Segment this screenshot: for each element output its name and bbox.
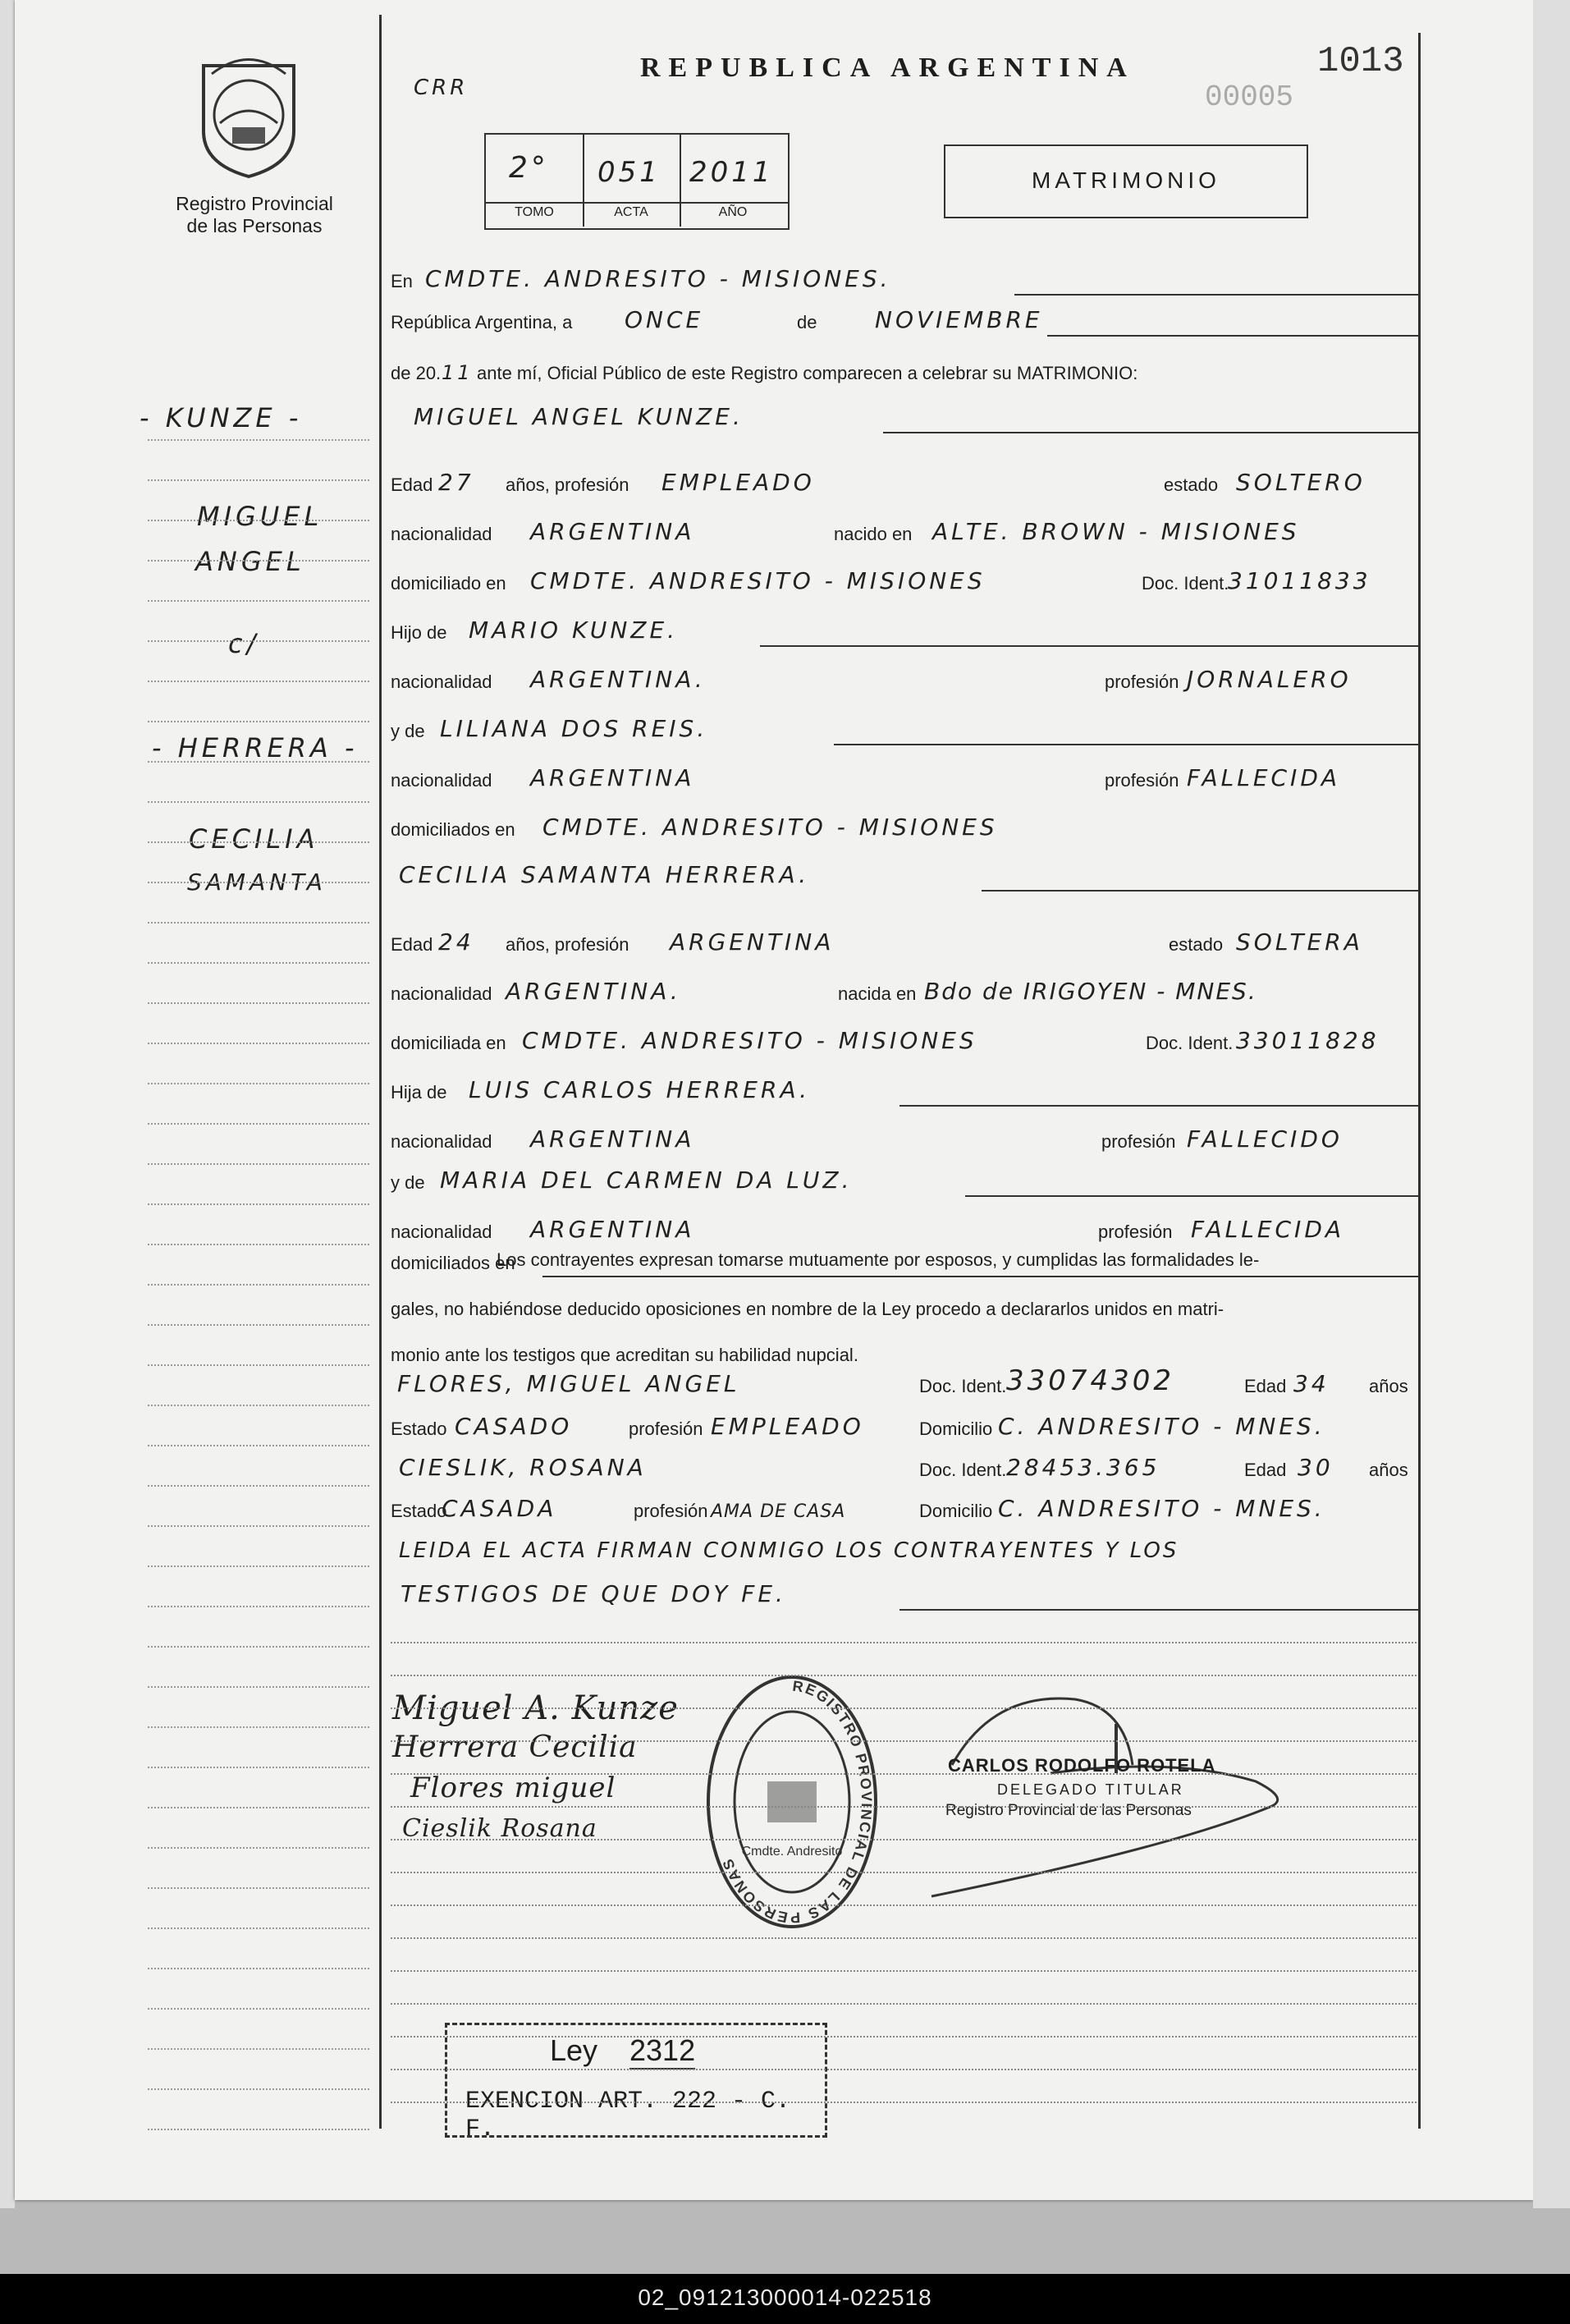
- main-ruling-line: [391, 1937, 1417, 1939]
- ceremony-day: ONCE: [625, 306, 704, 333]
- signature-bride: Herrera Cecilia: [392, 1730, 638, 1764]
- groom-mother-nat-row: [391, 762, 1421, 795]
- de20-label: de 20.: [391, 363, 442, 383]
- hijo-de-label: Hijo de: [391, 622, 447, 643]
- domiciliada-label: domiciliada en: [391, 1033, 506, 1053]
- groom-father-nat-row: [391, 663, 1421, 696]
- bride-mother: MARIA DEL CARMEN DA LUZ.: [440, 1167, 853, 1194]
- comparecen-label: ante mí, Oficial Público de este Registro comparecen a celebrar su MATRIMONIO:: [477, 363, 1138, 383]
- margin-ruling-line: [148, 962, 369, 964]
- witness2-detail-row: [391, 1492, 1421, 1525]
- ano-label: AÑO: [718, 205, 748, 219]
- law-exemption-text: EXENCION ART. 222 - C. F.: [465, 2088, 791, 2143]
- margin-ruling-line: [148, 1606, 369, 1607]
- margin-ruling-line: [148, 1043, 369, 1044]
- law-number: 2312: [629, 2033, 695, 2070]
- main-ruling-line: [391, 2102, 1417, 2103]
- closing-line-2: TESTIGOS DE QUE DOY FE.: [401, 1580, 786, 1607]
- domicilio-label: Domicilio: [919, 1501, 993, 1521]
- republica-label: República Argentina, a: [391, 312, 573, 332]
- groom-father-nationality: ARGENTINA.: [530, 666, 706, 693]
- witness1-name: FLORES, MIGUEL ANGEL: [397, 1370, 740, 1397]
- witness2-domicile: C. ANDRESITO - MNES.: [998, 1495, 1325, 1522]
- groom-mother-nationality: ARGENTINA: [530, 764, 695, 791]
- margin-ruling-line: [148, 841, 369, 843]
- groom-mother-profession: FALLECIDA: [1187, 764, 1341, 791]
- margin-ruling-line: [148, 922, 369, 924]
- bride-domicile: CMDTE. ANDRESITO - MISIONES: [522, 1027, 977, 1054]
- acta-label: ACTA: [614, 205, 648, 219]
- closing-row-1: [391, 1533, 1421, 1566]
- profesion-label: profesión: [1105, 672, 1179, 692]
- witness1-profession: EMPLEADO: [711, 1413, 864, 1440]
- edad-label: Edad: [391, 934, 433, 955]
- paper-edge-left: [0, 0, 15, 2208]
- bride-birthplace: Bdo de IRIGOYEN - MNES.: [924, 978, 1257, 1005]
- margin-ruling-line: [148, 2048, 369, 2050]
- edad-label: Edad: [391, 474, 433, 495]
- groom-name-row: [391, 401, 1421, 433]
- margin-ruling-line: [148, 882, 369, 883]
- witness2-doc-id: 28453.365: [1006, 1454, 1160, 1481]
- year-row: [391, 355, 1421, 387]
- main-ruling-line: [391, 1707, 1417, 1709]
- margin-ruling-line: [148, 1927, 369, 1929]
- profesion-label: profesión: [634, 1501, 708, 1521]
- groom-nat-row: [391, 516, 1421, 548]
- margin-ruling-line: [148, 1485, 369, 1487]
- margin-ruling-line: [148, 1203, 369, 1205]
- domiciliados-label: domiciliados en: [391, 819, 515, 840]
- ceremony-year: 11: [442, 361, 474, 384]
- margin-ruling-line: [148, 1244, 369, 1245]
- groom-mother: LILIANA DOS REIS.: [440, 715, 708, 742]
- groom-age: 27: [438, 469, 474, 496]
- tomo-value: 2°: [509, 151, 549, 185]
- groom-name: MIGUEL ANGEL KUNZE.: [414, 403, 744, 430]
- bride-doc-id: 33011828: [1236, 1027, 1380, 1054]
- witness2-name: CIESLIK, ROSANA: [399, 1454, 647, 1481]
- profesion-label: profesión: [1105, 770, 1179, 791]
- nacionalidad-label: nacionalidad: [391, 1222, 492, 1242]
- witness1-doc-id: 33074302: [1006, 1364, 1175, 1397]
- closing-line-1: LEIDA EL ACTA FIRMAN CONMIGO LOS CONTRAYENTES Y LOS: [399, 1538, 1179, 1563]
- bride-age-row: [391, 926, 1421, 959]
- profesion-label: profesión: [1098, 1222, 1173, 1242]
- date-row: [391, 304, 1421, 337]
- margin-ruling-line: [148, 1364, 369, 1366]
- margin-ruling-line: [148, 2008, 369, 2010]
- act-type: MATRIMONIO: [1032, 167, 1220, 193]
- doc-ident-label: Doc. Ident.: [919, 1376, 1007, 1396]
- margin-ruling-line: [148, 1686, 369, 1688]
- groom-status: SOLTERO: [1236, 469, 1366, 496]
- registry-name: Registro Provincial de las Personas: [176, 193, 333, 236]
- registry-logo: [187, 49, 310, 181]
- estado-label: estado: [1164, 474, 1219, 495]
- main-ruling-line: [391, 1970, 1417, 1972]
- witness2-age: 30: [1298, 1454, 1334, 1481]
- nacionalidad-label: nacionalidad: [391, 983, 492, 1004]
- nacido-en-label: nacido en: [834, 524, 913, 544]
- profesion-label: profesión: [629, 1419, 703, 1439]
- anos-label: años: [1369, 1376, 1408, 1396]
- margin-ruling-line: [148, 1807, 369, 1808]
- margin-ruling-line: [148, 1324, 369, 1326]
- bride-nationality: ARGENTINA.: [506, 978, 681, 1005]
- margin-surname-2: - HERRERA -: [152, 732, 359, 763]
- signature-witness-2: Cieslik Rosana: [402, 1814, 597, 1843]
- domiciliados-label: domiciliados en: [391, 1253, 515, 1273]
- anos-profesion-label: años, profesión: [506, 934, 629, 955]
- domiciliado-label: domiciliado en: [391, 573, 506, 594]
- witness2-profession: AMA DE CASA: [711, 1501, 846, 1522]
- seal-ring-text: REGISTRO PROVINCIAL DE LAS PERSONAS: [718, 1677, 876, 1927]
- de-label: de: [797, 312, 817, 332]
- groom-age-row: [391, 466, 1421, 499]
- bride-mother-row: [391, 1164, 1421, 1197]
- groom-dom-row: [391, 565, 1421, 598]
- margin-conj: c/: [228, 628, 260, 659]
- tomo-label: TOMO: [515, 205, 554, 219]
- witness1-detail-row: [391, 1410, 1421, 1443]
- margin-ruling-line: [148, 2088, 369, 2090]
- margin-ruling-line: [148, 439, 369, 441]
- main-ruling-line: [391, 2036, 1417, 2038]
- bride-father-profession: FALLECIDO: [1187, 1125, 1343, 1153]
- law-exemption-stamp: [445, 2023, 827, 2143]
- nacionalidad-label: nacionalidad: [391, 1131, 492, 1152]
- ceremony-place: CMDTE. ANDRESITO - MISIONES.: [425, 265, 891, 292]
- witness1-status: CASADO: [455, 1413, 573, 1440]
- groom-nationality: ARGENTINA: [530, 518, 695, 545]
- main-ruling-line: [391, 1740, 1417, 1742]
- declaration-line-2: gales, no habiéndose deducido oposiciones en nombre de la Ley procedo a declararlos unidos en matri-: [391, 1299, 1224, 1319]
- domicilio-label: Domicilio: [919, 1419, 993, 1439]
- anos-profesion-label: años, profesión: [506, 474, 629, 495]
- official-office: Registro Provincial de las Personas: [945, 1802, 1192, 1819]
- margin-ruling-line: [148, 1887, 369, 1889]
- groom-domicile: CMDTE. ANDRESITO - MISIONES: [530, 567, 986, 594]
- groom-parents-dom-row: [391, 811, 1421, 844]
- margin-ruling-line: [148, 1123, 369, 1125]
- bride-name-row: [391, 859, 1421, 892]
- closing-row-2: [391, 1578, 1421, 1611]
- margin-given-2b: SAMANTA: [187, 869, 327, 896]
- official-name: CARLOS RODOLFO ROTELA: [948, 1755, 1216, 1776]
- main-ruling-line: [391, 2069, 1417, 2070]
- nacionalidad-label: nacionalidad: [391, 524, 492, 544]
- bride-father-nationality: ARGENTINA: [530, 1125, 695, 1153]
- main-ruling-line: [391, 2003, 1417, 2005]
- scan-id: 02_091213000014-022518: [638, 2285, 932, 2310]
- ano-value: 2011: [689, 156, 774, 189]
- bride-dom-row: [391, 1024, 1421, 1057]
- witness2-status: CASADA: [442, 1495, 557, 1522]
- groom-mother-row: [391, 713, 1421, 745]
- anos-label: años: [1369, 1460, 1408, 1480]
- edad-label: Edad: [1244, 1460, 1287, 1480]
- margin-ruling-line: [148, 1565, 369, 1567]
- groom-father-row: [391, 614, 1421, 647]
- margin-ruling-line: [148, 801, 369, 803]
- estado-label: Estado: [391, 1501, 447, 1521]
- paper-edge-right: [1533, 0, 1570, 2208]
- estado-label: Estado: [391, 1419, 447, 1439]
- margin-rule: [379, 15, 382, 2129]
- initials: CRR: [414, 76, 469, 100]
- bride-age: 24: [438, 928, 474, 956]
- place-row: [391, 263, 1421, 296]
- bride-mother-nationality: ARGENTINA: [530, 1216, 695, 1243]
- witness1-domicile: C. ANDRESITO - MNES.: [998, 1413, 1325, 1440]
- official-title: DELEGADO TITULAR: [997, 1781, 1184, 1798]
- main-ruling-line: [391, 1839, 1417, 1840]
- bride-father: LUIS CARLOS HERRERA.: [469, 1076, 811, 1103]
- witness2-row: [391, 1451, 1421, 1484]
- bride-father-row: [391, 1074, 1421, 1107]
- main-ruling-line: [391, 1642, 1417, 1643]
- ceremony-month: NOVIEMBRE: [875, 306, 1043, 333]
- margin-ruling-line: [148, 1847, 369, 1849]
- faint-stamp: 00005: [1205, 80, 1294, 114]
- estado-label: estado: [1169, 934, 1224, 955]
- bride-status: SOLTERA: [1236, 928, 1363, 956]
- main-ruling-line: [391, 1905, 1417, 1906]
- act-number-box: [484, 133, 790, 230]
- margin-ruling-line: [148, 1726, 369, 1728]
- margin-given-1b: ANGEL: [195, 546, 305, 577]
- margin-ruling-line: [148, 761, 369, 763]
- margin-ruling-line: [148, 721, 369, 722]
- bride-mother-profession: FALLECIDA: [1191, 1216, 1345, 1243]
- margin-given-2a: CECILIA: [189, 823, 319, 855]
- witness1-row: [391, 1364, 1421, 1400]
- groom-parents-domicile: CMDTE. ANDRESITO - MISIONES: [542, 814, 998, 841]
- hija-de-label: Hija de: [391, 1082, 447, 1102]
- margin-ruling-line: [148, 1445, 369, 1446]
- groom-father: MARIO KUNZE.: [469, 617, 679, 644]
- nacida-en-label: nacida en: [838, 983, 917, 1004]
- main-ruling-line: [391, 1675, 1417, 1676]
- margin-ruling-line: [148, 1968, 369, 1969]
- main-ruling-line: [391, 1872, 1417, 1873]
- bride-name: CECILIA SAMANTA HERRERA.: [399, 861, 810, 888]
- margin-ruling-line: [148, 1163, 369, 1165]
- profesion-label: profesión: [1101, 1131, 1176, 1152]
- margin-ruling-line: [148, 1405, 369, 1406]
- bride-nat-row: [391, 975, 1421, 1008]
- edad-label: Edad: [1244, 1376, 1287, 1396]
- margin-ruling-line: [148, 640, 369, 642]
- groom-birthplace: ALTE. BROWN - MISIONES: [932, 518, 1300, 545]
- groom-father-profession: JORNALERO: [1187, 666, 1352, 693]
- signature-groom: Miguel A. Kunze: [392, 1689, 679, 1727]
- margin-ruling-line: [148, 1646, 369, 1648]
- act-type-box: [944, 144, 1308, 218]
- doc-ident-label: Doc. Ident.: [919, 1460, 1007, 1480]
- margin-ruling-line: [148, 1002, 369, 1004]
- bride-mother-nat-row: [391, 1213, 1421, 1246]
- country-title: REPUBLICA ARGENTINA: [640, 53, 1135, 83]
- nacionalidad-label: nacionalidad: [391, 770, 492, 791]
- margin-ruling-line: [148, 1767, 369, 1768]
- acta-value: 051: [597, 156, 661, 189]
- folio-number: 1013: [1317, 41, 1404, 82]
- groom-profession: EMPLEADO: [661, 469, 815, 496]
- margin-ruling-line: [148, 479, 369, 481]
- law-label: Ley: [550, 2033, 598, 2067]
- margin-ruling-line: [148, 1083, 369, 1084]
- witness1-age: 34: [1293, 1370, 1330, 1397]
- groom-doc-id: 31011833: [1228, 567, 1371, 594]
- main-ruling-line: [391, 1806, 1417, 1808]
- margin-surname-1: - KUNZE -: [140, 402, 303, 433]
- nacionalidad-label: nacionalidad: [391, 672, 492, 692]
- doc-ident-label: Doc. Ident.: [1142, 573, 1229, 594]
- en-label: En: [391, 271, 413, 291]
- margin-ruling-line: [148, 2129, 369, 2130]
- margin-ruling-line: [148, 681, 369, 682]
- y-de-label: y de: [391, 1172, 425, 1193]
- doc-ident-label: Doc. Ident.: [1146, 1033, 1234, 1053]
- margin-ruling-line: [148, 1525, 369, 1527]
- declaration-line-1: Los contrayentes expresan tomarse mutuamente por esposos, y cumplidas las formalidades le-: [497, 1249, 1260, 1270]
- margin-ruling-line: [148, 560, 369, 562]
- margin-given-1a: MIGUEL: [197, 501, 323, 532]
- bride-profession: ARGENTINA: [670, 928, 835, 956]
- declaration-line-3: monio ante los testigos que acreditan su habilidad nupcial.: [391, 1345, 858, 1365]
- bride-father-nat-row: [391, 1123, 1421, 1156]
- main-ruling-line: [391, 1773, 1417, 1775]
- margin-ruling-line: [148, 1284, 369, 1286]
- y-de-label: y de: [391, 721, 425, 741]
- signature-witness-1: Flores miguel: [410, 1772, 616, 1804]
- seal-center-text: Cmdte. Andresito: [741, 1845, 843, 1859]
- margin-ruling-line: [148, 520, 369, 521]
- margin-ruling-line: [148, 600, 369, 602]
